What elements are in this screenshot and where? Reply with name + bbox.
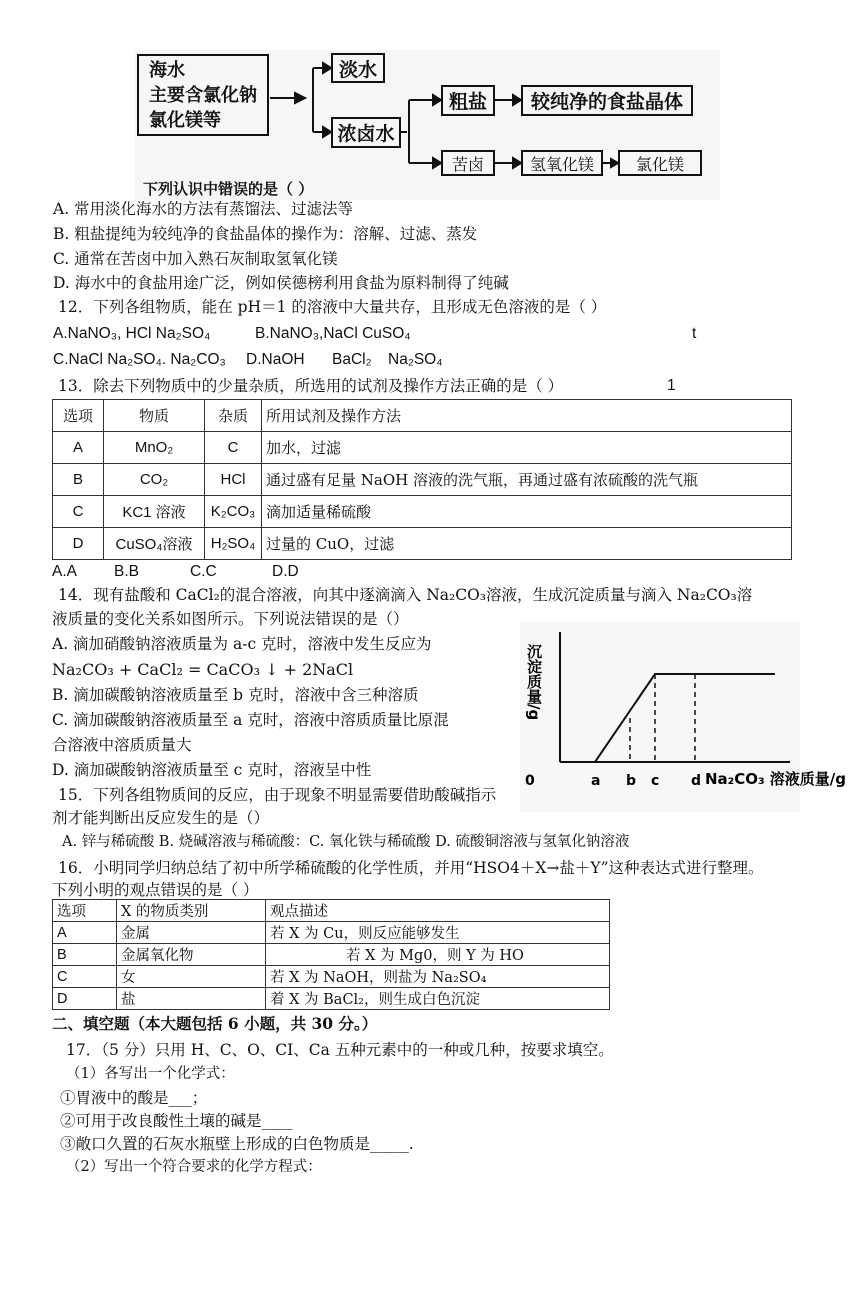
q12-option-d-2: BaCl₂	[332, 351, 372, 368]
bittern-label: 苦卤	[451, 154, 484, 174]
q12-stem: 12．下列各组物质，能在 pH＝1 的溶液中大量共存，且形成无色溶液的是（ ）	[58, 298, 607, 316]
table-cell: KC1 溶液	[104, 496, 205, 528]
tick-label: d	[691, 773, 702, 789]
table-cell: CuSO₄溶液	[104, 528, 205, 560]
table-row	[53, 432, 792, 464]
table-cell: 通过盛有足量 NaOH 溶液的洗气瓶，再通过盛有浓硫酸的洗气瓶	[262, 464, 792, 496]
flow-diagram	[135, 50, 720, 200]
q11-option-b: B. 粗盐提纯为较纯净的食盐晶体的操作为：溶解、过滤、蒸发	[53, 225, 478, 243]
q12-option-a: A.NaNO₃, HCl Na₂SO₄	[53, 325, 211, 342]
pure-salt-box	[521, 85, 693, 116]
table-cell: D	[53, 528, 104, 560]
brine-box	[331, 117, 401, 148]
table-header: 杂质	[205, 400, 262, 432]
table-cell: 若 X 为 NaOH，则盐为 Na₂SO₄	[266, 966, 610, 988]
mg-hydroxide-box	[521, 150, 603, 176]
q16-table	[52, 899, 610, 1010]
pure-salt-label: 较纯净的食盐晶体	[530, 91, 683, 113]
q14-option-c-line-1: C. 滴加碳酸钠溶液质量至 a 克时，溶液中溶质质量比原混	[52, 711, 449, 729]
table-cell: 若 X 为 Cu，则反应能够发生	[266, 922, 610, 944]
q14-option-a: A. 滴加硝酸钠溶液质量为 a-c 克时，溶液中发生反应为	[52, 635, 432, 653]
bittern-box	[441, 150, 495, 176]
q15-options: A. 锌与稀硫酸 B. 烧碱溶液与稀硫酸：C. 氧化铁与稀硫酸 D. 硫酸铜溶液与氢氧化钠溶液	[62, 834, 630, 850]
q13-answer-a: A.A	[52, 563, 77, 580]
table-cell: 金属氧化物	[117, 944, 266, 966]
y-axis-label: 沉淀质量/g	[525, 644, 543, 721]
q15-stem-line-2: 剂才能判断出反应发生的是（）	[52, 809, 270, 827]
table-row	[53, 988, 610, 1010]
q14-option-b: B. 滴加碳酸钠溶液质量至 b 克时，溶液中含三种溶质	[52, 686, 419, 704]
table-cell: B	[53, 944, 117, 966]
table-cell: A	[53, 922, 117, 944]
table-row	[53, 496, 792, 528]
seawater-box	[137, 54, 269, 136]
q16-stem-line-2: 下列小明的观点错误的是（ ）	[52, 881, 259, 899]
q14-option-d: D. 滴加碳酸钠溶液质量至 c 克时，溶液呈中性	[52, 761, 372, 779]
table-row	[53, 966, 610, 988]
mg-hydroxide-label: 氢氧化镁	[529, 154, 594, 174]
table-cell: K₂CO₃	[205, 496, 262, 528]
q17-item-3: ③敞口久置的石灰水瓶壁上形成的白色物质是_____.	[60, 1135, 414, 1153]
q17-item-1: ①胃液中的酸是___；	[60, 1089, 208, 1107]
q12-option-c: C.NaCl Na₂SO₄. Na₂CO₃	[53, 351, 226, 368]
table-cell: H₂SO₄	[205, 528, 262, 560]
q13-stray-mark: 1	[667, 377, 676, 394]
table-row	[53, 528, 792, 560]
table-header: 选项	[53, 900, 117, 922]
table-row	[53, 922, 610, 944]
q11-option-d: D. 海水中的食盐用途广泛，例如侯德榜利用食盐为原料制得了纯碱	[53, 274, 509, 292]
q14-equation: Na₂CO₃ + CaCl₂ = CaCO₃ ↓ + 2NaCl	[52, 660, 354, 679]
tick-label: c	[651, 773, 660, 789]
mg-chloride-box	[618, 150, 702, 176]
table-cell: B	[53, 464, 104, 496]
table-cell: 若 X 为 Mg0，则 Y 为 HO	[266, 944, 610, 966]
table-cell: C	[205, 432, 262, 464]
mg-chloride-label: 氯化镁	[635, 154, 684, 174]
seawater-line-2: 主要含氯化钠	[149, 84, 257, 106]
table-cell: C	[53, 496, 104, 528]
q12-option-d-3: Na₂SO₄	[388, 351, 443, 368]
tick-label: 0	[525, 773, 535, 789]
q17-part-2: （2）写出一个符合要求的化学方程式：	[66, 1159, 322, 1175]
table-row	[53, 464, 792, 496]
table-header: 观点描述	[266, 900, 610, 922]
q11-option-a: A. 常用淡化海水的方法有蒸馏法、过滤法等	[53, 200, 354, 218]
table-header-row	[53, 400, 792, 432]
x-axis-label-1: Na₂CO₃ 溶液质量/g	[705, 770, 847, 788]
q17-item-2: ②可用于改良酸性土壤的碱是____	[60, 1112, 293, 1130]
flow-question: 下列认识中错误的是（ ）	[143, 180, 314, 198]
table-header: 选项	[53, 400, 104, 432]
q14-option-c-line-2: 合溶液中溶质质量大	[52, 736, 192, 754]
table-cell: CO₂	[104, 464, 205, 496]
q17-stem: 17．（5 分）只用 H、C、O、CI、Ca 五种元素中的一种或几种，按要求填空。	[66, 1041, 614, 1059]
crude-salt-box	[441, 85, 495, 116]
table-cell: C	[53, 966, 117, 988]
q11-option-c: C. 通常在苦卤中加入熟石灰制取氢氧化镁	[53, 250, 338, 268]
q17-part-1: （1）各写出一个化学式：	[66, 1066, 235, 1082]
fresh-water-label: 淡水	[338, 58, 377, 81]
q14-stem-line-1: 14．现有盐酸和 CaCl₂的混合溶液，向其中逐滴滴入 Na₂CO₃溶液，生成沉淀质量与滴入 Na₂CO₃溶	[58, 586, 753, 604]
table-cell: 女	[117, 966, 266, 988]
table-cell: 盐	[117, 988, 266, 1010]
table-header: 所用试剂及操作方法	[262, 400, 792, 432]
table-header: 物质	[104, 400, 205, 432]
fresh-water-box	[331, 53, 385, 83]
table-cell: 着 X 为 BaCl₂，则生成白色沉淀	[266, 988, 610, 1010]
q16-stem-line-1: 16．小明同学归纳总结了初中所学稀硫酸的化学性质，并用“HSO4＋X→盐＋Y”这种表达式进行整理。	[58, 859, 764, 877]
brine-label: 浓卤水	[337, 123, 395, 145]
q13-stem: 13．除去下列物质中的少量杂质，所选用的试剂及操作方法正确的是（ ）	[58, 377, 564, 395]
q13-table	[52, 399, 792, 560]
crude-salt-label: 粗盐	[448, 91, 487, 113]
precipitate-chart	[520, 622, 847, 812]
table-cell: 加水，过滤	[262, 432, 792, 464]
seawater-line-3: 氯化镁等	[149, 109, 221, 131]
q13-answer-d: D.D	[272, 563, 299, 580]
q14-stem-line-2: 液质量的变化关系如图所示。下列说法错误的是（）	[52, 610, 409, 628]
table-cell: A	[53, 432, 104, 464]
table-cell: 过量的 CuO，过滤	[262, 528, 792, 560]
table-cell: HCl	[205, 464, 262, 496]
table-cell: 金属	[117, 922, 266, 944]
q12-stray-mark: t	[692, 325, 697, 342]
table-cell: MnO₂	[104, 432, 205, 464]
q12-option-d: D.NaOH	[246, 351, 305, 368]
table-row	[53, 944, 610, 966]
q13-answer-c: C.C	[190, 563, 217, 580]
q12-option-b: B.NaNO₃,NaCl CuSO₄	[255, 325, 411, 342]
seawater-line-1: 海水	[149, 59, 185, 81]
tick-label: a	[591, 773, 601, 789]
section-heading: 二、填空题（本大题包括 6 小题，共 30 分。）	[52, 1014, 378, 1033]
table-cell: D	[53, 988, 117, 1010]
table-header-row	[53, 900, 610, 922]
tick-label: b	[626, 773, 637, 789]
q15-stem-line-1: 15．下列各组物质间的反应，由于现象不明显需要借助酸碱指示	[58, 786, 497, 804]
q13-answer-b: B.B	[114, 563, 139, 580]
table-header: X 的物质类别	[117, 900, 266, 922]
table-cell: 滴加适量稀硫酸	[262, 496, 792, 528]
